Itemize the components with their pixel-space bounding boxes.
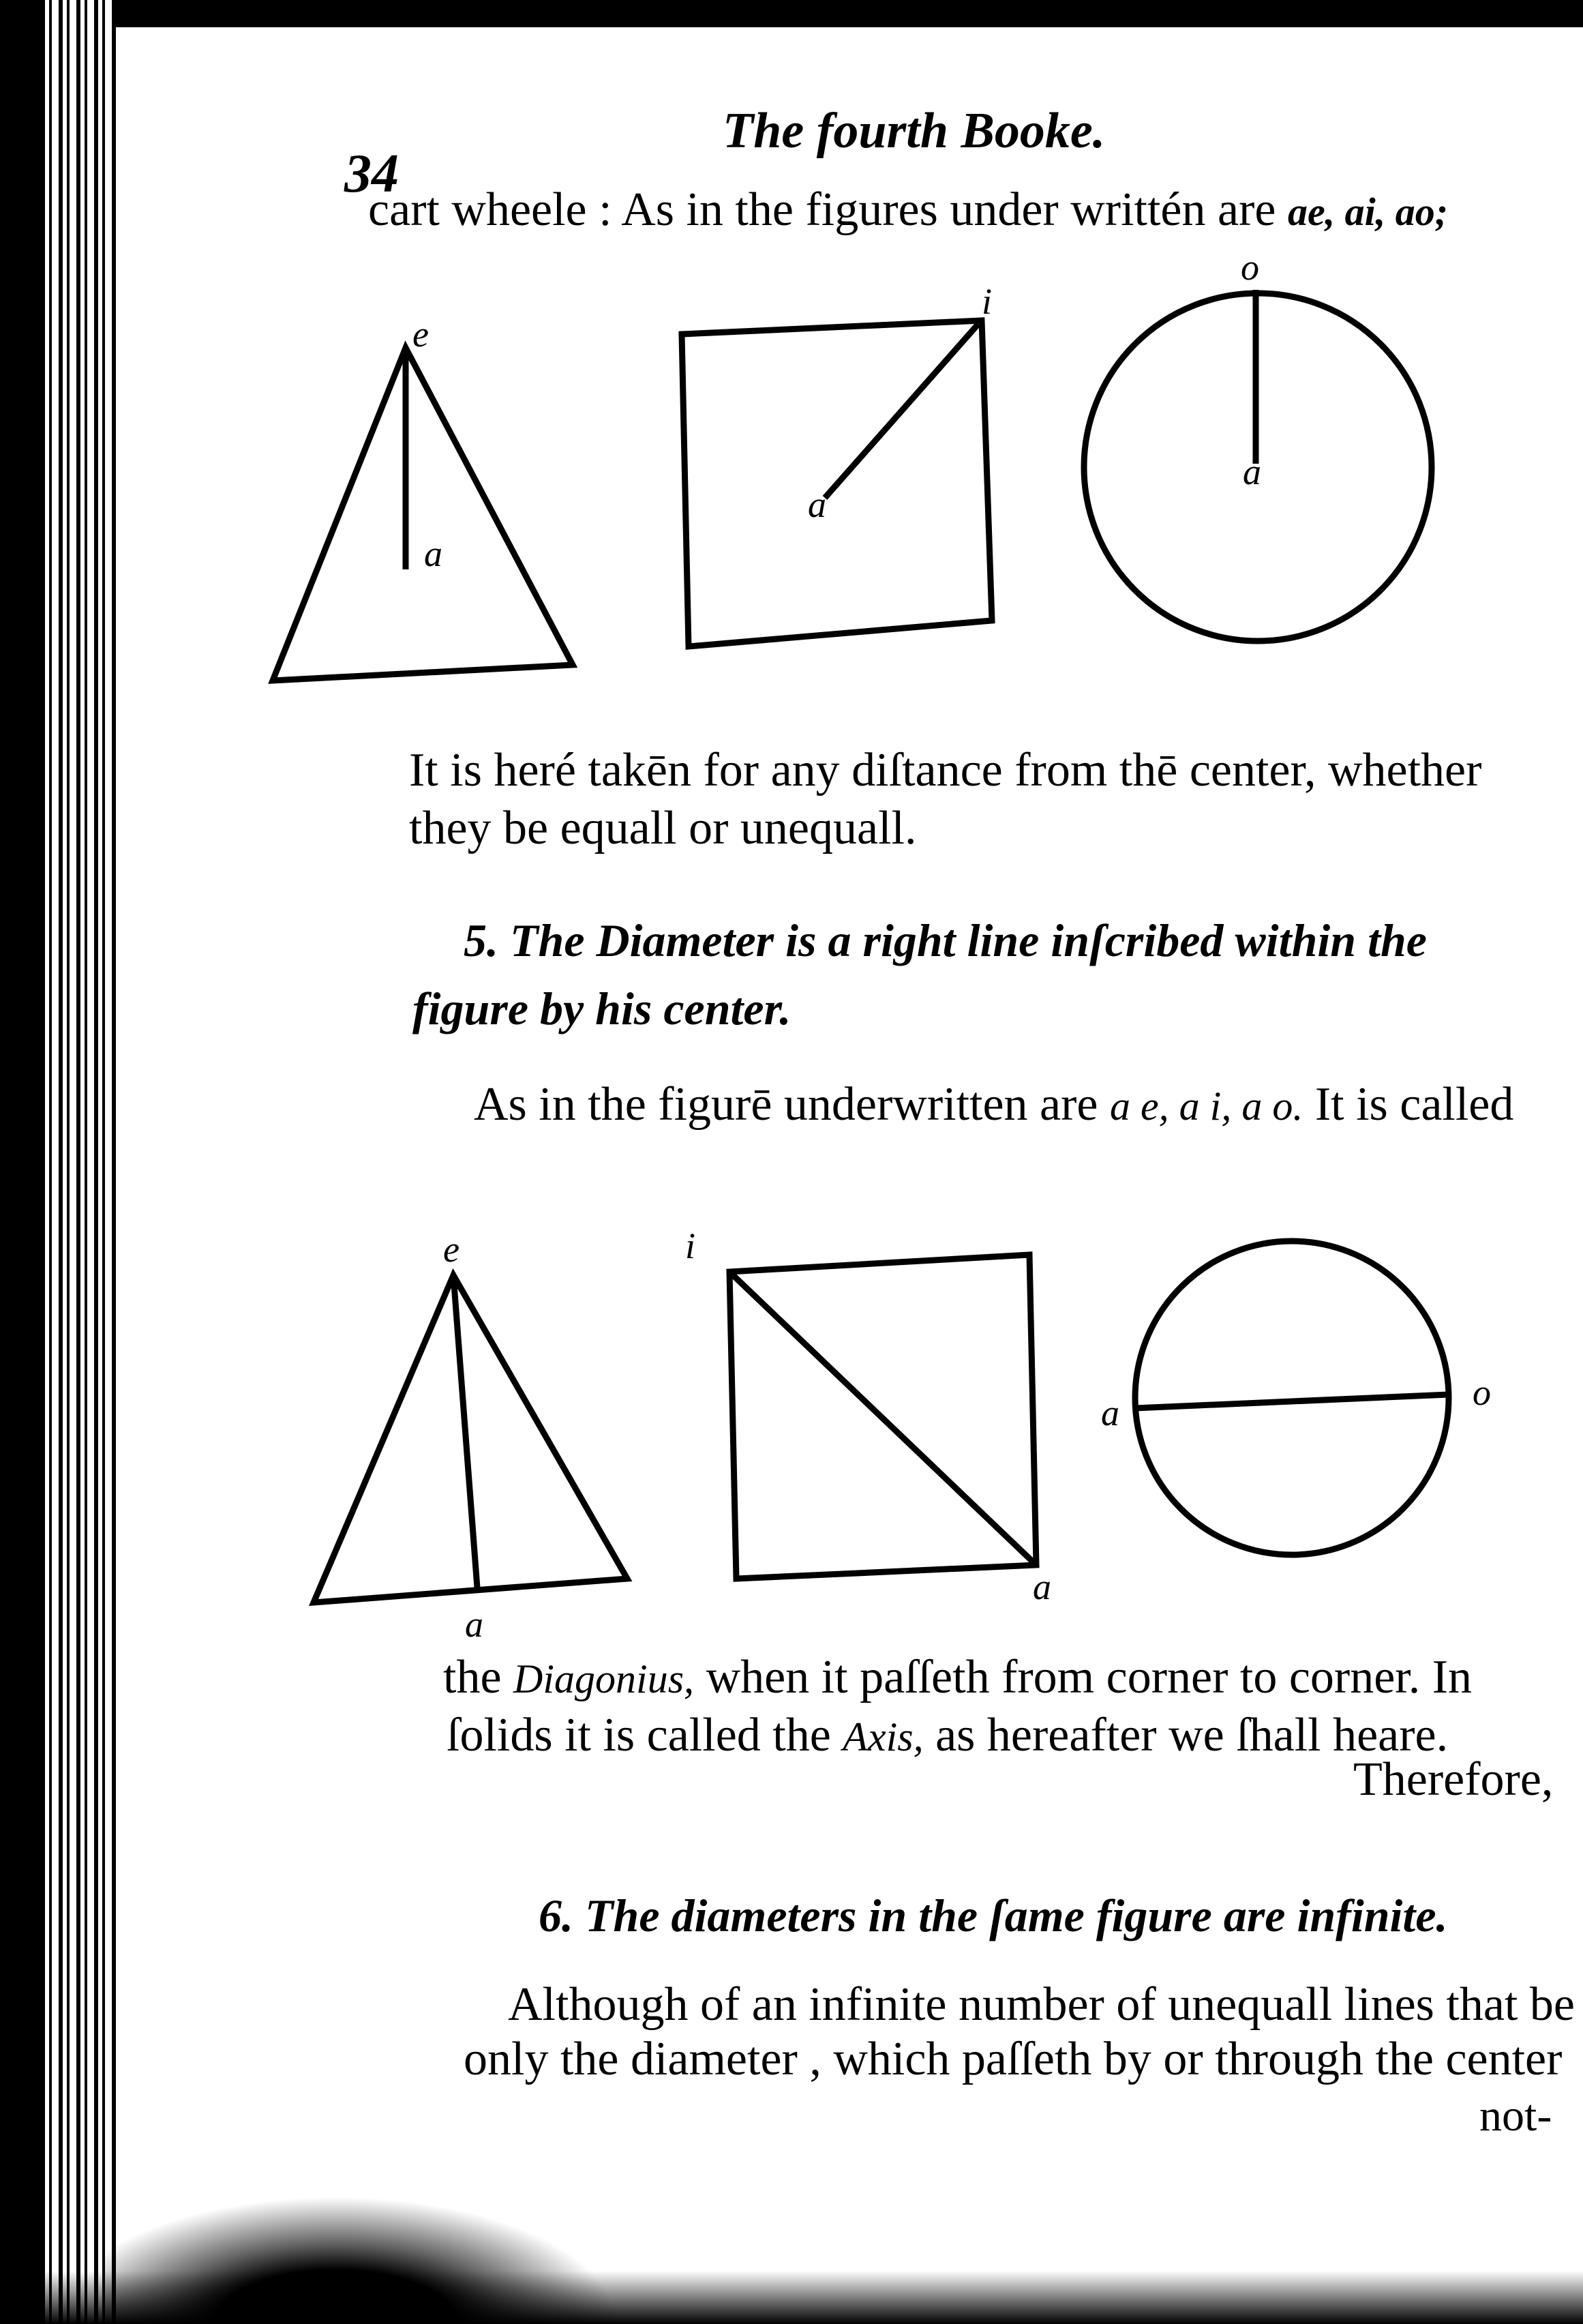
triangle-shape <box>273 348 573 681</box>
figure-triangle-diameter <box>307 1227 648 1650</box>
text-span: As in the figurē underwritten are <box>474 1078 1098 1131</box>
text-span: when it paſſeth from corner to corner. In <box>706 1651 1473 1703</box>
scan-bottom-shadow <box>0 2271 1583 2324</box>
page-number: 34 <box>344 144 399 204</box>
triangle-shape <box>314 1275 627 1603</box>
text-span: as hereafter we ſhall heare. <box>935 1709 1449 1761</box>
text-span: the <box>443 1651 502 1703</box>
text-line: Although of an infinite number of unequall lines that be <box>508 1978 1575 2031</box>
square-corner-label: i <box>982 281 993 322</box>
circle-center-label: a <box>1243 451 1261 492</box>
text-line <box>443 1650 1472 1705</box>
circle-right-label: o <box>1473 1372 1491 1413</box>
text-span-italic: Axis, <box>843 1714 924 1759</box>
figure-circle-diameter <box>1101 1227 1513 1568</box>
definition-heading: 6. The diameters in the ſame figure are infinite. <box>539 1890 1448 1941</box>
running-title: The fourth Booke. <box>723 103 1106 159</box>
scan-top-shadow <box>0 0 1583 27</box>
figure-square-diagonal <box>682 1227 1064 1609</box>
triangle-center-label: a <box>424 533 442 574</box>
figure-square-radius <box>675 281 1016 655</box>
text-line: they be equall or unequall. <box>409 802 917 854</box>
circle-top-label: o <box>1241 247 1259 288</box>
figure-triangle-radius <box>266 314 579 702</box>
catchword: not- <box>1479 2091 1552 2141</box>
catchword: Therefore, <box>1353 1753 1554 1806</box>
triangle-apex-label: e <box>443 1229 459 1270</box>
definition-heading: figure by his center. <box>412 983 792 1034</box>
circle-left-label: a <box>1101 1392 1119 1433</box>
text-line: It is heré takēn for any diſtance from thē center, whether <box>409 744 1482 796</box>
square-opposite-label: a <box>1033 1566 1051 1607</box>
radius-line <box>825 324 978 498</box>
definition-heading: 5. The Diameter is a right line inſcribed within the <box>464 914 1427 966</box>
diagonal-line <box>729 1272 1036 1565</box>
text-line <box>368 183 1448 237</box>
triangle-apex-label: e <box>412 314 429 355</box>
text-line: only the diameter , which paſſeth by or through the center <box>464 2033 1563 2085</box>
diameter-line <box>453 1275 477 1588</box>
text-span: cart wheele : As in the figures under writtén are <box>368 183 1276 236</box>
square-corner-label: i <box>685 1225 696 1266</box>
text-span: It is called <box>1314 1078 1514 1131</box>
square-center-label: a <box>808 484 826 525</box>
text-line <box>474 1077 1513 1132</box>
text-span-italic: ae, ai, ao; <box>1287 190 1449 234</box>
text-span-italic: a e, a i, a o. <box>1110 1084 1303 1129</box>
text-span: ſolids it is called the <box>447 1709 831 1761</box>
text-span-italic: Diagonius, <box>513 1656 695 1701</box>
figure-circle-radius <box>1070 247 1452 655</box>
text-line <box>447 1708 1448 1763</box>
scan-left-edge <box>0 0 41 2324</box>
triangle-base-label: a <box>465 1604 483 1645</box>
diameter-line <box>1135 1395 1449 1408</box>
book-gutter <box>41 0 116 2324</box>
